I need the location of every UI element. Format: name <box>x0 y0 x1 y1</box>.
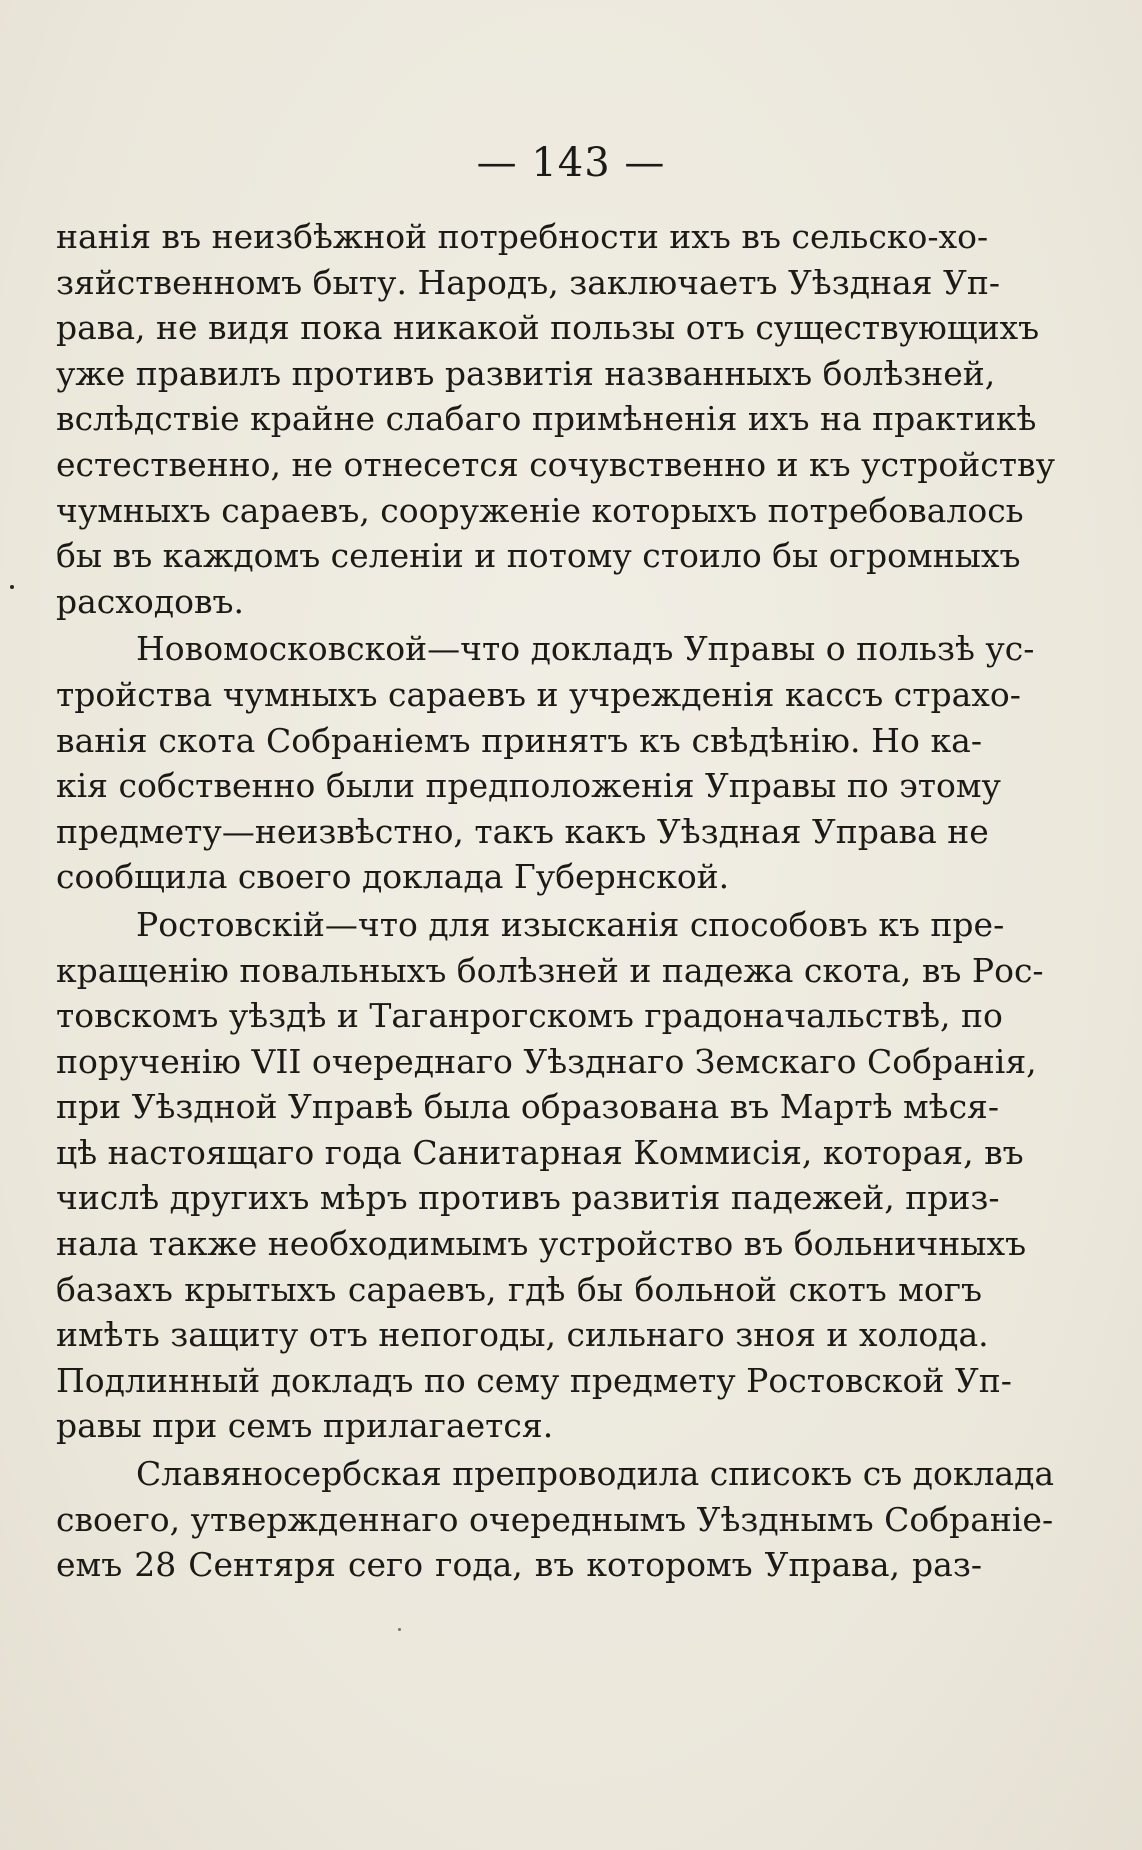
text-line: бы въ каждомъ селеніи и потому стоило бы огромныхъ <box>56 536 1021 576</box>
ink-speck <box>10 585 14 589</box>
text-line: числѣ другихъ мѣръ противъ развитія падежей, приз- <box>56 1178 1000 1218</box>
text-line: уже правилъ противъ развитія названныхъ болѣзней, <box>56 353 996 393</box>
text-line: имѣть защиту отъ непогоды, сильнаго зноя и холода. <box>56 1315 989 1355</box>
text-line: естественно, не отнесется сочувственно и къ устройству <box>56 444 1056 484</box>
paragraph <box>56 214 1056 624</box>
text-line: базахъ крытыхъ сараевъ, гдѣ бы больной скотъ могъ <box>56 1269 982 1309</box>
text-line: нала также необходимымъ устройство въ больничныхъ <box>56 1224 1027 1264</box>
text-line: при Уѣздной Управѣ была образована въ Мартѣ мѣся- <box>56 1087 1000 1127</box>
text-line: предмету—неизвѣстно, такъ какъ Уѣздная Управа не <box>56 811 989 851</box>
body-text <box>56 214 1056 1588</box>
text-line: кія собственно были предположенія Управы по этому <box>56 766 1001 806</box>
text-line: зяйственномъ быту. Народъ, заключаетъ Уѣздная Уп- <box>56 262 1000 302</box>
text-line: порученію VII очереднаго Уѣзднаго Земскаго Собранія, <box>56 1041 1037 1081</box>
text-line: цѣ настоящаго года Санитарная Коммисія, которая, въ <box>56 1132 1024 1172</box>
page-number: — 143 — <box>476 140 666 186</box>
text-line: Ростовскій—что для изысканія способовъ къ пре- <box>136 904 1005 944</box>
text-line: Подлинный докладъ по сему предмету Ростовской Уп- <box>56 1360 1012 1400</box>
text-line: товскомъ уѣздѣ и Таганрогскомъ градоначальствѣ, по <box>56 996 1003 1036</box>
text-line: вслѣдствіе крайне слабаго примѣненія ихъ на практикѣ <box>56 399 1037 439</box>
text-line: рава, не видя пока никакой пользы отъ существующихъ <box>56 308 1040 348</box>
text-line: тройства чумныхъ сараевъ и учрежденія кассъ страхо- <box>56 674 1021 714</box>
text-line: своего, утвержденнаго очереднымъ Уѣзднымъ Собраніе- <box>56 1499 1054 1539</box>
text-line: равы при семъ прилагается. <box>56 1406 554 1446</box>
text-line: чумныхъ сараевъ, сооруженіе которыхъ потребовалось <box>56 490 1024 530</box>
text-line: Новомосковской—что докладъ Управы о пользѣ ус- <box>136 629 1035 669</box>
text-line: расходовъ. <box>56 581 245 621</box>
text-line: сообщила своего доклада Губернской. <box>56 857 730 897</box>
text-line: емъ 28 Сентяря сего года, въ которомъ Управа, раз- <box>56 1545 982 1585</box>
paragraph <box>56 902 1044 1449</box>
text-line: кращенію повальныхъ болѣзней и падежа скота, въ Рос- <box>56 950 1044 990</box>
paragraph <box>56 626 1035 900</box>
ink-speck <box>398 1628 401 1631</box>
text-line: нанія въ неизбѣжной потребности ихъ въ сельско-хо- <box>56 217 989 256</box>
text-line: ванія скота Собраніемъ принятъ къ свѣдѣнію. Но ка- <box>56 720 982 760</box>
text-line: Славяносербская препроводила списокъ съ доклада <box>136 1454 1055 1494</box>
paragraph <box>56 1451 1055 1588</box>
